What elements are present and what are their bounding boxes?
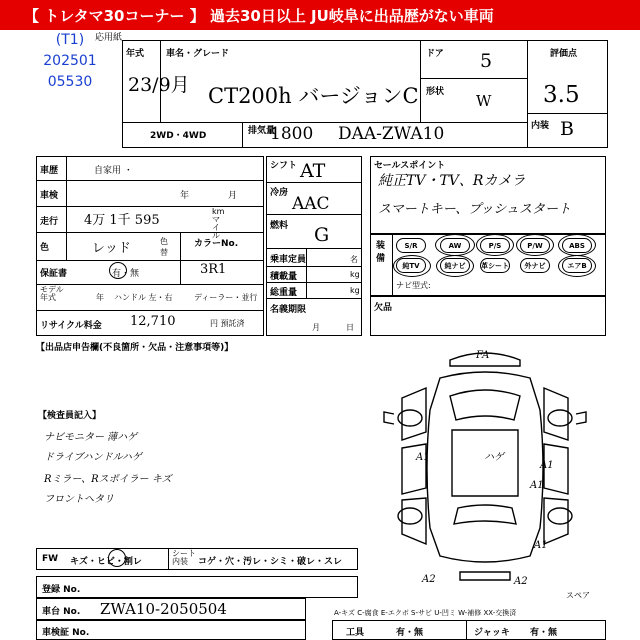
- warranty-label: 保証書: [40, 269, 68, 279]
- damage-mark: A1: [530, 480, 544, 491]
- fuel-label: 燃料: [270, 221, 289, 231]
- model-year-label: モデル年式: [40, 285, 64, 302]
- sales-label: セールスポイント: [374, 161, 446, 171]
- name-value: CT200h バージョンC: [208, 84, 419, 108]
- gross-unit: kg: [350, 286, 360, 295]
- tools-jack-row: [332, 620, 606, 640]
- damage-mark: A1: [416, 452, 430, 463]
- nendo-value: 23/9月: [128, 74, 190, 96]
- drive-label: 2WD・4WD: [150, 131, 207, 141]
- cc-value: 1800: [270, 124, 314, 144]
- inspector-note: フロントヘタリ: [44, 494, 114, 505]
- shaken-year: 年: [180, 191, 190, 201]
- color-value: レッド: [92, 241, 131, 256]
- mileage-value: 4万 1千 595: [84, 213, 160, 228]
- equip-circle: [393, 255, 431, 277]
- recycle-label: リサイクル料金: [40, 321, 102, 331]
- equip-pw: P/W: [520, 238, 550, 253]
- recycle-value: 12,710: [130, 314, 176, 329]
- damage-mark: A2: [422, 574, 436, 585]
- nendo-label: 年式: [126, 49, 145, 59]
- equip-airbag: エアB: [562, 258, 592, 273]
- chassis-value: ZWA10-2050504: [100, 600, 227, 618]
- equip-circle: [476, 234, 514, 256]
- tools-value: 有・無: [396, 628, 424, 638]
- color-change-label: 色替: [160, 237, 168, 257]
- lot-number-line2: 05530: [47, 74, 93, 90]
- lot-number-line1: 202501: [43, 53, 97, 69]
- fuel-value: G: [314, 224, 330, 246]
- reg-day: 日: [346, 323, 354, 332]
- history-label: 車歴: [40, 166, 59, 176]
- dealer-label: ディーラー・並行: [194, 293, 258, 302]
- equip-circle: [435, 234, 475, 256]
- mileage-label: 走行: [40, 217, 59, 227]
- sales-line2: スマートキー、プッシュスタート: [378, 202, 572, 217]
- shape-label: 形状: [426, 87, 445, 97]
- reg-month: 月: [312, 323, 320, 332]
- shift-label: シフト: [270, 161, 298, 171]
- inspector-note: ドライブハンドルハゲ: [44, 452, 142, 463]
- inspector-note: Rミラー、Rスポイラー キズ: [44, 474, 172, 485]
- load-unit: kg: [350, 270, 360, 279]
- registration-row: [36, 576, 358, 598]
- seat-label: シート内装: [172, 549, 196, 566]
- car-diagram: [380, 348, 590, 588]
- damage-mark: A1: [534, 540, 548, 551]
- name-label: 車名・グレード: [166, 49, 230, 59]
- equip-circle: [436, 255, 474, 277]
- recycle-unit: 円 預託済: [210, 319, 245, 328]
- ac-value: AAC: [292, 194, 330, 214]
- warranty-circle: [109, 262, 127, 279]
- jack-label: ジャッキ: [474, 628, 510, 638]
- color-no-value: 3R1: [200, 262, 227, 277]
- damage-mark: A1: [540, 460, 554, 471]
- defects-box: [370, 296, 606, 336]
- sales-line1: 純正TV・TV、Rカメラ: [378, 173, 526, 189]
- shaken-label: 車検: [40, 191, 59, 201]
- equip-aw: AW: [440, 238, 470, 253]
- reg-label: 名義期限: [270, 305, 307, 315]
- doors-value: 5: [480, 50, 493, 72]
- tools-label: 工具: [346, 628, 365, 638]
- model-value: DAA-ZWA10: [338, 124, 445, 144]
- equip-ext-navi: 外ナビ: [520, 258, 550, 273]
- lot-tag: (T1): [55, 32, 85, 48]
- shaken-month: 月: [228, 191, 238, 201]
- shift-value: AT: [300, 160, 326, 182]
- model-year-unit: 年: [96, 293, 104, 302]
- warranty-value: 有・無: [112, 269, 140, 279]
- equip-ps: P/S: [480, 238, 510, 253]
- damage-mark: A2: [514, 576, 528, 587]
- equip-circle: [558, 234, 596, 256]
- load-label: 積載量: [270, 272, 298, 282]
- defects-label: 欠品: [374, 303, 393, 313]
- shape-value: W: [476, 92, 492, 110]
- equip-sunroof: S/R: [396, 238, 426, 253]
- equip-label: 装備: [376, 241, 386, 264]
- color-label: 色: [40, 243, 50, 253]
- interior-label: 内装: [531, 121, 550, 131]
- form-name: 応用紙: [95, 33, 123, 43]
- reg-no-label: 登録 No.: [42, 585, 81, 595]
- grade-label: 評価点: [550, 49, 578, 59]
- fw-options: キズ・ヒビ・割レ: [70, 557, 142, 567]
- cc-label: 排気量: [248, 126, 276, 136]
- navi-label: ナビ型式:: [396, 281, 431, 290]
- damage-legend: A-キズ C-腐食 E-エクボ S-サビ U-凹ミ W-補修 XX-交換済: [334, 609, 517, 617]
- spare-label: スペア: [566, 591, 590, 600]
- equip-tv: 純TV: [396, 258, 426, 273]
- damage-mark: FA: [476, 350, 490, 361]
- banner-title: 【 トレタマ30コーナー 】 過去30日以上 JU岐阜に出品歴がない車両: [0, 0, 640, 30]
- cert-label: 車検証 No.: [42, 628, 90, 638]
- capacity-label: 乗車定員: [270, 255, 307, 265]
- notes-title: 【出品店申告欄(不良箇所・欠品・注意事項等)】: [36, 343, 234, 353]
- inspector-note: ナビモニター 薄ハゲ: [44, 432, 138, 443]
- color-no-label: カラーNo.: [194, 239, 239, 249]
- inspector-title: 【検査員記入】: [38, 411, 102, 421]
- fw-label: FW: [42, 554, 59, 564]
- equip-circle: [558, 255, 596, 277]
- history-value: 自家用 ・: [94, 166, 133, 176]
- gross-label: 総重量: [270, 288, 298, 298]
- damage-mark: ハゲ: [484, 452, 504, 463]
- seat-options: コゲ・穴・汚レ・シミ・破レ・スレ: [198, 557, 343, 567]
- jack-value: 有・無: [530, 628, 558, 638]
- grade-value: 3.5: [543, 82, 580, 108]
- chassis-label: 車台 No.: [42, 607, 81, 617]
- equip-abs: ABS: [562, 238, 592, 253]
- equip-circle: [516, 234, 554, 256]
- fw-circle: [108, 549, 126, 567]
- equip-navi: 純ナビ: [440, 258, 470, 273]
- doors-label: ドア: [426, 49, 444, 59]
- mileage-unit: km マイル: [212, 207, 225, 240]
- interior-value: B: [560, 118, 574, 140]
- ac-label: 冷房: [270, 188, 289, 198]
- capacity-unit: 名: [350, 255, 358, 264]
- equip-leather: 革シート: [480, 258, 510, 273]
- handle-label: ハンドル 左・右: [114, 293, 173, 302]
